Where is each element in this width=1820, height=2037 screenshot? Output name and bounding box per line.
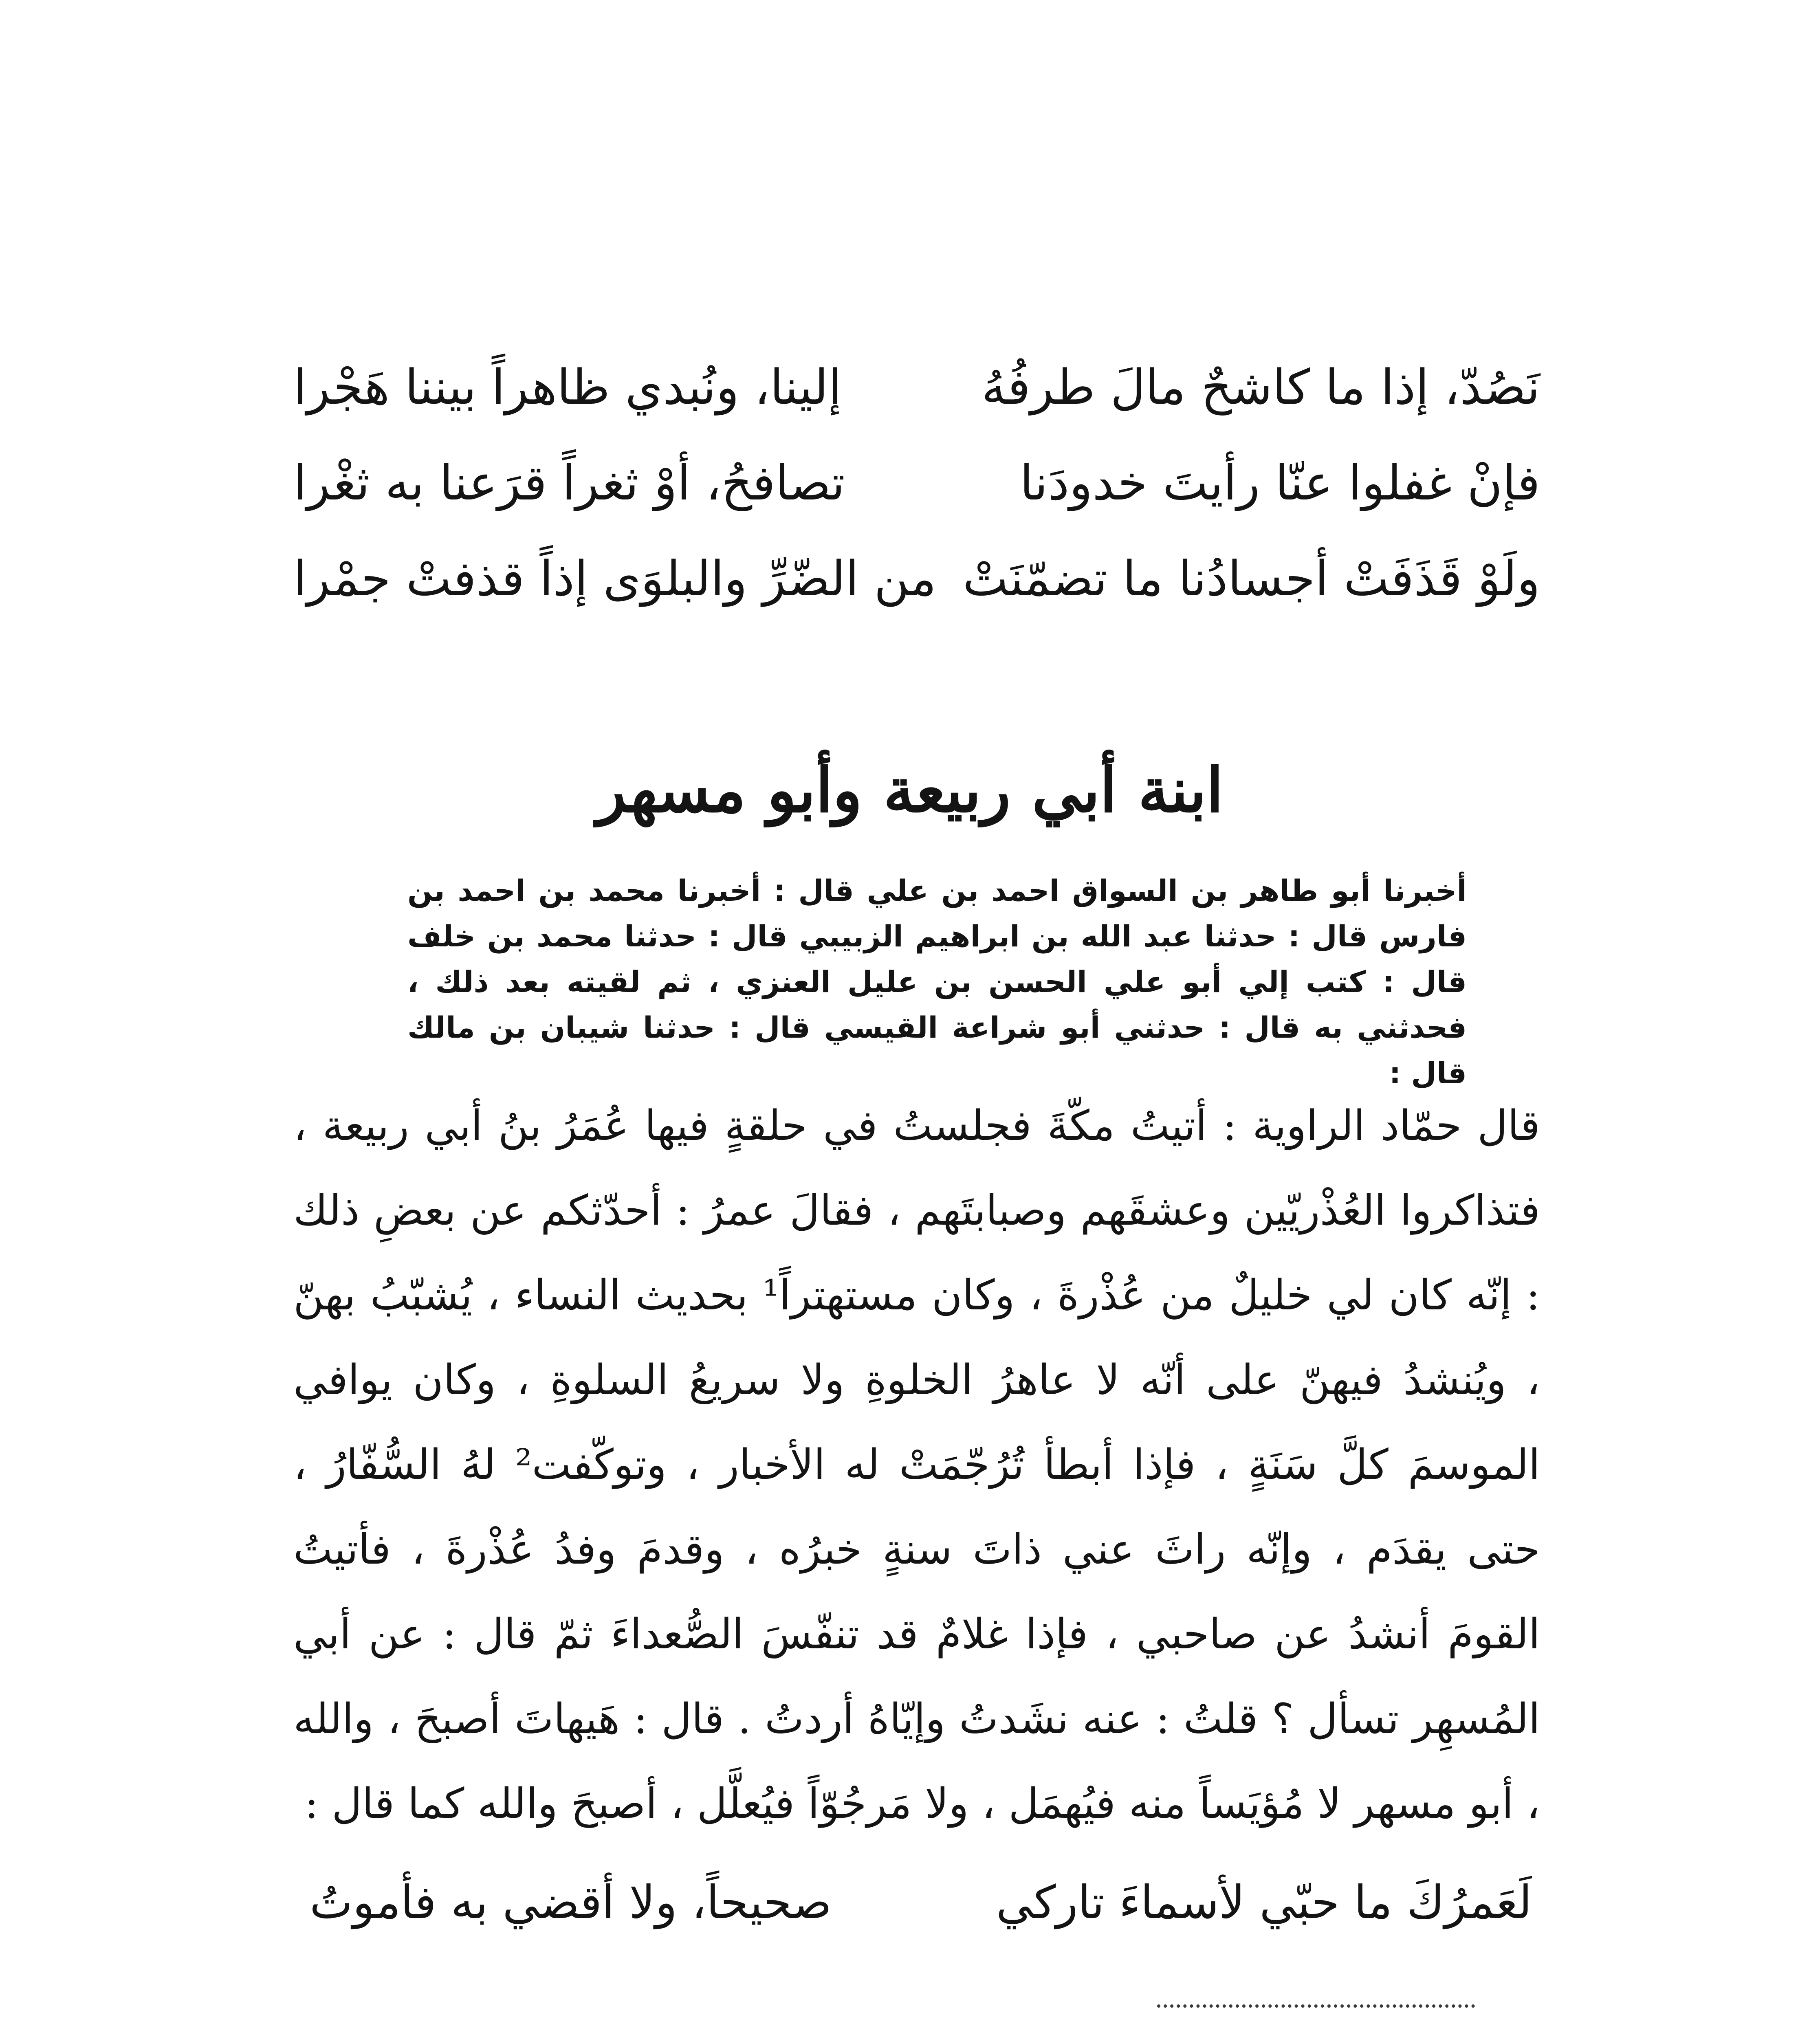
verse-2-second-hemistich: تصافحُ، أوْ ثغراً قرَعنا به ثغْرا [293,455,845,511]
footnote-1-number [1491,2033,1528,2037]
poem-verse-2 [293,442,1540,538]
closing-second-hemistich: صحيحاً، ولا أقضي به فأموتُ [310,1876,832,1929]
footnotes [693,2033,1528,2037]
footnote-separator [1157,2004,1475,2008]
verse-1-first-hemistich: نَصُدّ، إذا ما كاشحٌ مالَ طرفُهُ [982,359,1540,415]
verse-3-first-hemistich: ولَوْ قَذَفَتْ أجسادُنا ما تضمّنَتْ [963,550,1540,607]
verse-3-second-hemistich: من الضّرِّ والبلوَى إذاً قذفتْ جمْرا [293,550,937,607]
opening-poem [293,346,1540,634]
closing-verse [310,1862,1532,1951]
verse-2-first-hemistich: فإنْ غفلوا عنّا رأيتَ خدودَنا [1020,455,1540,511]
isnad-paragraph: أخبرنا أبو طاهر بن السواق احمد بن علي قال : أخبرنا محمد بن احمد بن فارس قال : حدثنا عبد الله بن ابراهيم الزبيبي قال : حدثنا محمد بن خلف قال : كتب إلي أبو علي الحسن بن عليل العنزي ، ثم لقيته بعد ذلك ، فحدثني به قال : حدثني أبو شراعة القيسي قال : حدثنا شيبان بن مالك قال : [407,873,1467,1090]
closing-first-hemistich: لَعَمرُكَ ما حبّي لأسماءَ تاركي [996,1876,1532,1929]
poem-verse-3 [293,538,1540,634]
narrative-paragraph: قال حمّاد الراوية : أتيتُ مكّةَ فجلستُ في حلقةٍ فيها عُمَرُ بنُ أبي ربيعة ، فتذاكروا العُذْريّين وعشقَهم وصبابتَهم ، فقالَ عمرُ : أحدّثكم عن بعضِ ذلك : إنّه كان لي خليلٌ من عُذْرةَ ، وكان مستهتراً¹ بحديث النساء ، يُشبّبُ بهنّ ، ويُنشدُ فيهنّ على أنّه لا عاهرُ الخلوةِ ولا سريعُ السلوةِ ، وكان يوافي الموسمَ كلَّ سَنَةٍ ، فإذا أبطأ تُرُجّمَتْ له الأخبار ، وتوكّفت² لهُ السُّفّارُ ، حتى يقدَم ، وإنّه راثَ عني ذاتَ سنةٍ خبرُه ، وقدمَ وفدُ عُذْرةَ ، فأتيتُ القومَ أنشدُ عن صاحبي ، فإذا غلامٌ قد تنفّسَ الصُّعداءَ ثمّ قال : عن أبي المُسهِر تسأل ؟ قلتُ : عنه نشَدتُ وإيّاهُ أردتُ . قال : هَيهاتَ أصبحَ ، والله ، أبو مسهر لا مُؤيَساً منه فيُهمَل ، ولا مَرجُوّاً فيُعلَّل ، أصبحَ والله كما قال : [293,1102,1540,1828]
poem-verse-1 [293,346,1540,442]
verse-1-second-hemistich: إلينا، ونُبدي ظاهراً بيننا هَجْرا [293,359,842,415]
section-title: ابنة أبي ربيعة وأبو مسهر [596,755,1224,826]
footnote-1 [693,2033,1528,2037]
